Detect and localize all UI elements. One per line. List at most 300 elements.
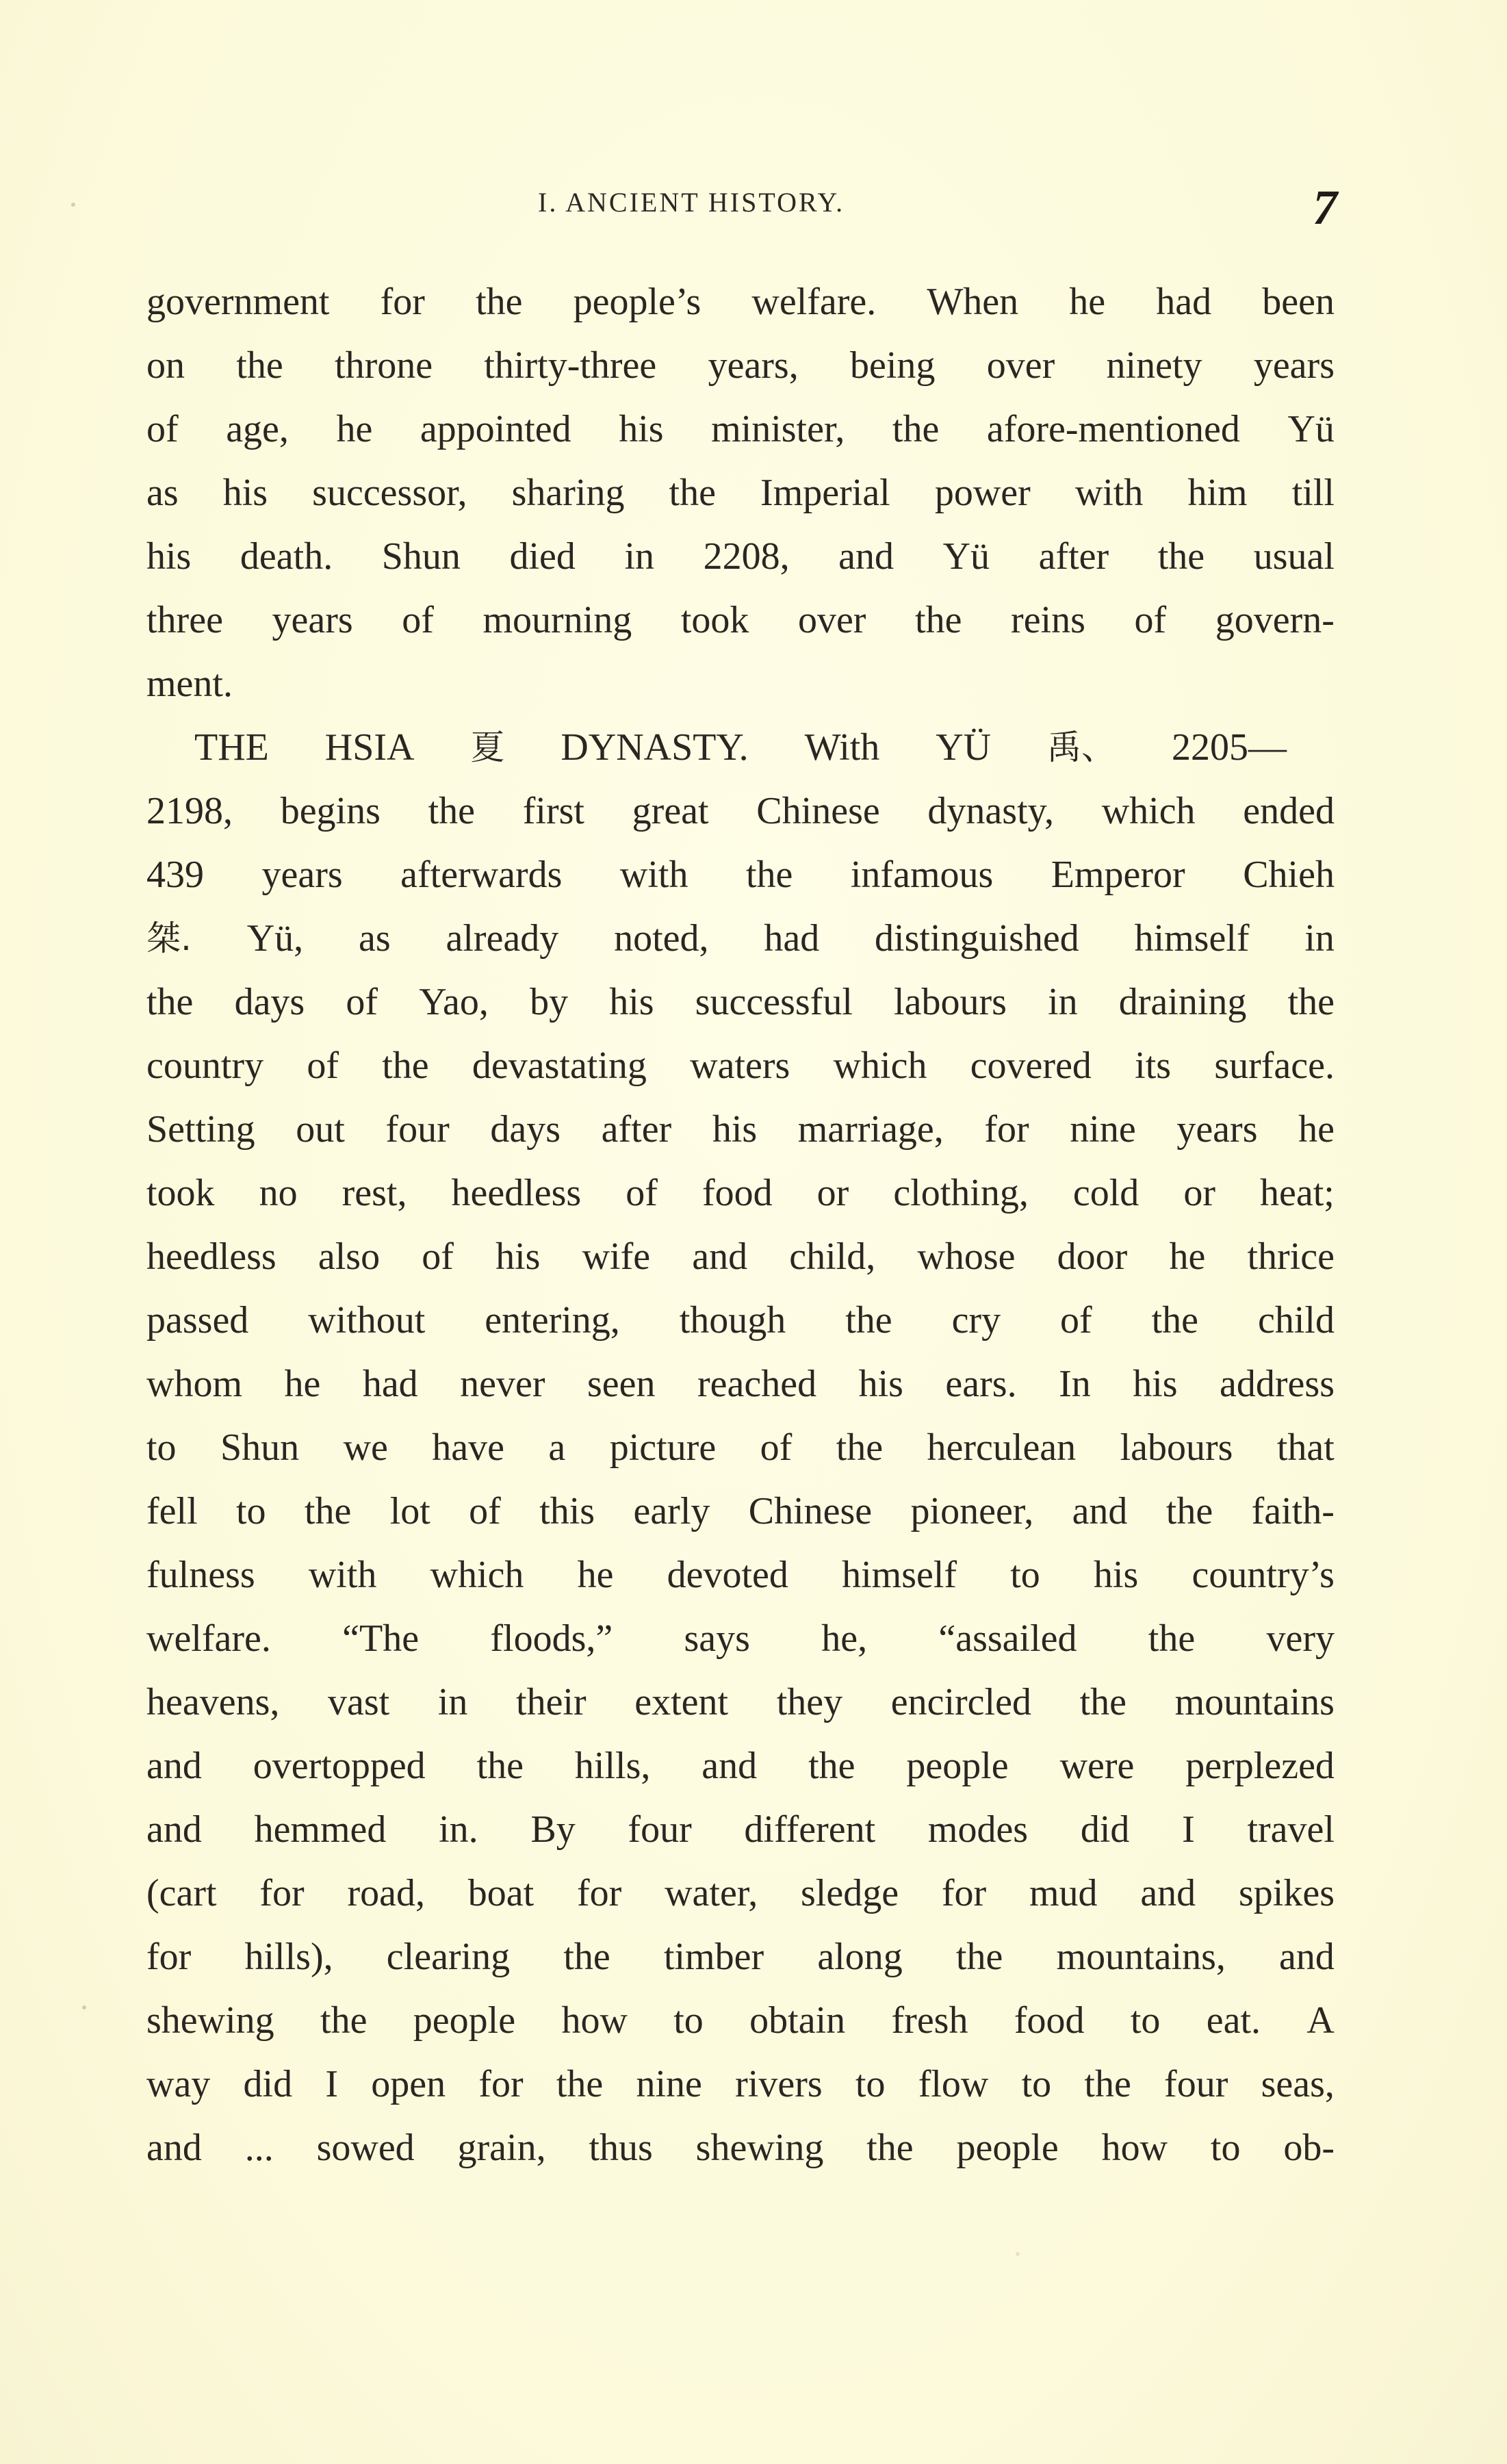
word: for (259, 1872, 305, 1914)
text-line (146, 1480, 1335, 1543)
word: reins (1011, 599, 1085, 641)
word: dynasty, (927, 790, 1054, 832)
word: waters (690, 1044, 790, 1087)
word: the (476, 1745, 524, 1787)
word: took (680, 599, 749, 641)
word: Yü (1287, 408, 1335, 450)
word: HSIA (324, 726, 415, 769)
word: Yü (942, 535, 990, 578)
word: shewing (695, 2127, 824, 2169)
word: (cart (146, 1872, 217, 1914)
word: the (892, 408, 940, 450)
word: after (1038, 535, 1109, 578)
word: child (1257, 1299, 1335, 1342)
text-line (146, 1671, 1335, 1734)
word: of (1134, 599, 1167, 641)
word: as (146, 472, 179, 514)
word: or (1183, 1172, 1215, 1214)
text-line (146, 1734, 1335, 1798)
word: successor, (312, 472, 467, 514)
word: overtopped (253, 1745, 426, 1787)
word: marriage, (797, 1108, 944, 1151)
word: with (619, 854, 688, 896)
text-line (146, 1798, 1335, 1862)
word: to (1021, 2063, 1052, 2105)
section-heading-line (146, 716, 1335, 780)
word: the (1148, 1617, 1196, 1660)
word: early (633, 1490, 710, 1532)
word: did (243, 2063, 293, 2105)
word: to (673, 1999, 704, 2042)
word: the (1151, 1299, 1199, 1342)
word: hills, (574, 1745, 651, 1787)
word: he (284, 1363, 321, 1405)
word: and (701, 1745, 758, 1787)
word: he (1169, 1235, 1206, 1278)
word: days (234, 981, 305, 1023)
word: their (516, 1681, 587, 1723)
word: labours (894, 981, 1007, 1023)
text-line (146, 461, 1335, 525)
page-number: 7 (1313, 180, 1337, 235)
word: out (296, 1108, 345, 1151)
word: extent (634, 1681, 729, 1723)
word: him (1187, 472, 1248, 514)
word: we (343, 1426, 388, 1469)
word: the (808, 1745, 855, 1787)
word: have (432, 1426, 504, 1469)
paper-speck (1016, 2252, 1020, 2256)
word: govern- (1215, 599, 1335, 641)
word: obtain (749, 1999, 846, 2042)
word: seas, (1261, 2063, 1335, 2105)
word: the (146, 981, 194, 1023)
word: “assailed (938, 1617, 1077, 1660)
word: hemmed (254, 1808, 387, 1851)
word: picture (609, 1426, 717, 1469)
text-line (146, 1098, 1335, 1162)
word: of (307, 1044, 339, 1087)
word: of (146, 408, 179, 450)
word: its (1135, 1044, 1172, 1087)
word: different (744, 1808, 876, 1851)
word: mourning (482, 599, 632, 641)
word: encircled (890, 1681, 1031, 1723)
word: heat; (1260, 1172, 1335, 1214)
word: the (563, 1936, 610, 1978)
word: in (1304, 917, 1335, 960)
word: draining (1118, 981, 1247, 1023)
word: entering, (485, 1299, 620, 1342)
word: address (1220, 1363, 1335, 1405)
word: shewing (146, 1999, 274, 2042)
word: the (845, 1299, 892, 1342)
word: to (855, 2063, 886, 2105)
word: being (850, 344, 936, 387)
word: of (422, 1235, 454, 1278)
word: reached (697, 1363, 817, 1405)
text-line (146, 971, 1335, 1034)
word: clearing (386, 1936, 511, 1978)
word: lot (389, 1490, 430, 1532)
word: throne (335, 344, 433, 387)
word: thirty-three (484, 344, 657, 387)
word: they (776, 1681, 843, 1723)
word: days (490, 1108, 561, 1151)
word: his (609, 981, 654, 1023)
word: door (1057, 1235, 1128, 1278)
word: THE (194, 726, 269, 769)
word: ears. (945, 1363, 1017, 1405)
word: rest, (342, 1172, 407, 1214)
text-line (146, 334, 1335, 398)
word: usual (1253, 535, 1335, 578)
word: and (146, 2127, 202, 2169)
word: road, (347, 1872, 425, 1914)
word: cold (1072, 1172, 1139, 1214)
word: ob- (1283, 2127, 1335, 2169)
text-line (146, 652, 1335, 716)
word: which (1101, 790, 1196, 832)
text-line (146, 398, 1335, 461)
word: appointed (420, 408, 571, 450)
word: without (308, 1299, 426, 1342)
word: in (437, 1681, 468, 1723)
word: the (1079, 1681, 1126, 1723)
word: sledge (801, 1872, 899, 1914)
word: By (530, 1808, 576, 1851)
word: I (325, 2063, 338, 2105)
word: of (469, 1490, 501, 1532)
word: distinguished (875, 917, 1079, 960)
word: vast (327, 1681, 390, 1723)
word: food (1014, 1999, 1085, 2042)
word: ... (244, 2127, 274, 2169)
word: government (146, 281, 330, 323)
word: the (556, 2063, 604, 2105)
word: 2198, (146, 790, 233, 832)
word: or (816, 1172, 849, 1214)
word: no (259, 1172, 298, 1214)
word: four (628, 1808, 692, 1851)
word: age, (226, 408, 289, 450)
word: welfare. (751, 281, 877, 323)
word: also (318, 1235, 381, 1278)
word: With (804, 726, 880, 769)
word: floods,” (490, 1617, 613, 1660)
word: the (428, 790, 476, 832)
paper-speck (82, 2005, 86, 2010)
word: seen (587, 1363, 656, 1405)
word: and (838, 535, 894, 578)
word: died (509, 535, 576, 578)
word: in (1048, 981, 1078, 1023)
text-line (146, 1862, 1335, 1925)
text-line (146, 1989, 1335, 2053)
word: years, (708, 344, 799, 387)
word: though (679, 1299, 786, 1342)
word: pioneer, (910, 1490, 1034, 1532)
word: Shun (220, 1426, 300, 1469)
word: the (1157, 535, 1205, 578)
word: Imperial (760, 472, 890, 514)
running-head: I. ANCIENT HISTORY. (538, 187, 845, 218)
word: for (984, 1108, 1029, 1151)
word: had (764, 917, 820, 960)
word: Yao, (419, 981, 489, 1023)
word: he (1298, 1108, 1335, 1151)
word: power (934, 472, 1031, 514)
word: of (1060, 1299, 1092, 1342)
word: for (146, 1936, 192, 1978)
word: thus (589, 2127, 653, 2169)
word: 夏 (470, 728, 505, 767)
word: child, (789, 1235, 876, 1278)
word: herculean (927, 1426, 1077, 1469)
word: the (915, 599, 962, 641)
word: the (745, 854, 793, 896)
word: he (577, 1554, 614, 1596)
word: faith- (1251, 1490, 1335, 1532)
word: 2205— (1171, 726, 1287, 769)
word: till (1291, 472, 1335, 514)
word: mountains (1174, 1681, 1335, 1723)
word: to (1210, 2127, 1241, 2169)
word: death. (240, 535, 333, 578)
word: were (1059, 1745, 1135, 1787)
word: Shun (381, 535, 461, 578)
word: YÜ (936, 726, 992, 769)
word: for (941, 1872, 987, 1914)
text-line (146, 525, 1335, 589)
word: and (146, 1808, 202, 1851)
text-line (146, 270, 1335, 334)
word: people (956, 2127, 1059, 2169)
word: in (624, 535, 655, 578)
word: how (561, 1999, 628, 2042)
word: Yü, (246, 917, 304, 960)
word: begins (280, 790, 381, 832)
word: Emperor (1051, 854, 1185, 896)
word: minister, (711, 408, 845, 450)
word: fulness (146, 1554, 255, 1596)
word: Chinese (748, 1490, 873, 1532)
word: how (1101, 2127, 1168, 2169)
word: Setting (146, 1108, 255, 1151)
word: I (1182, 1808, 1195, 1851)
word: for (478, 2063, 524, 2105)
word: he (336, 408, 373, 450)
word: the (1287, 981, 1335, 1023)
word: the (1084, 2063, 1131, 2105)
word: perplezed (1185, 1745, 1335, 1787)
word: which (430, 1554, 524, 1596)
word: people (906, 1745, 1009, 1787)
word: people’s (573, 281, 701, 323)
word: country’s (1192, 1554, 1335, 1596)
word: fell (146, 1490, 198, 1532)
word: years (272, 599, 353, 641)
word: clothing, (893, 1172, 1029, 1214)
word: sharing (511, 472, 625, 514)
word: the (382, 1044, 429, 1087)
word: Chieh (1243, 854, 1335, 896)
text-line (146, 843, 1335, 907)
text-line (146, 1034, 1335, 1098)
word: heavens, (146, 1681, 280, 1723)
text-line (146, 907, 1335, 971)
word: Chinese (756, 790, 880, 832)
word: and (146, 1745, 202, 1787)
word: his (858, 1363, 903, 1405)
word: he (1069, 281, 1106, 323)
word: very (1266, 1617, 1335, 1660)
word: the (669, 472, 716, 514)
word: his (146, 535, 192, 578)
paper-speck (71, 203, 75, 207)
word: travel (1247, 1808, 1335, 1851)
word: successful (695, 981, 853, 1023)
word: of (346, 981, 378, 1023)
word: whom (146, 1363, 242, 1405)
word: himself (842, 1554, 957, 1596)
word: A (1306, 1999, 1335, 2042)
word: In (1059, 1363, 1091, 1405)
word: this (539, 1490, 595, 1532)
word: ment. (146, 663, 233, 705)
text-line (146, 1352, 1335, 1416)
word: the (304, 1490, 352, 1532)
word: had (1156, 281, 1212, 323)
word: did (1080, 1808, 1130, 1851)
word: devoted (667, 1554, 788, 1596)
word: open (371, 2063, 446, 2105)
word: rivers (735, 2063, 823, 2105)
word: years (1176, 1108, 1258, 1151)
word: ninety (1106, 344, 1202, 387)
word: as (359, 917, 391, 960)
word: the (320, 1999, 368, 2042)
word: first (522, 790, 584, 832)
text-line (146, 1162, 1335, 1225)
word: says (684, 1617, 750, 1660)
word: the (236, 344, 283, 387)
text-line (146, 589, 1335, 652)
body-text (146, 270, 1335, 2180)
word: 2208, (703, 535, 790, 578)
word: heedless (451, 1172, 582, 1214)
word: along (817, 1936, 903, 1978)
word: by (530, 981, 569, 1023)
word: devastating (472, 1044, 647, 1087)
word: with (1074, 472, 1144, 514)
text-line (146, 1925, 1335, 1989)
word: mountains, (1056, 1936, 1226, 1978)
word: his (1093, 1554, 1139, 1596)
word: took (146, 1172, 215, 1214)
word: already (446, 917, 559, 960)
word: himself (1134, 917, 1250, 960)
word: boat (467, 1872, 534, 1914)
word: fresh (891, 1999, 968, 2042)
word: afore-mentioned (986, 408, 1240, 450)
word: people (413, 1999, 516, 2042)
word: his (495, 1235, 541, 1278)
word: a (548, 1426, 566, 1469)
word: heedless (146, 1235, 276, 1278)
word: of (760, 1426, 793, 1469)
word: never (460, 1363, 545, 1405)
word: modes (927, 1808, 1029, 1851)
word: the (866, 2127, 914, 2169)
text-line (146, 1289, 1335, 1352)
word: 439 (146, 854, 204, 896)
text-line (146, 1416, 1335, 1480)
word: after (601, 1108, 672, 1151)
text-line (146, 1607, 1335, 1671)
word: mud (1029, 1872, 1098, 1914)
word: nine (1070, 1108, 1136, 1151)
word: the (836, 1426, 884, 1469)
word: his (619, 408, 664, 450)
word: whose (917, 1235, 1016, 1278)
word: spikes (1238, 1872, 1335, 1914)
word: the (1165, 1490, 1213, 1532)
word: with (308, 1554, 377, 1596)
word: afterwards (400, 854, 563, 896)
word: for (380, 281, 425, 323)
word: 禹、 (1047, 728, 1116, 767)
word: timber (663, 1936, 764, 1978)
word: his (222, 472, 268, 514)
word: years (1253, 344, 1335, 387)
word: the (955, 1936, 1003, 1978)
word: over (797, 599, 866, 641)
word: of (626, 1172, 658, 1214)
word: noted, (614, 917, 709, 960)
word: DYNASTY. (561, 726, 749, 769)
word: four (1164, 2063, 1228, 2105)
word: been (1262, 281, 1335, 323)
word: that (1276, 1426, 1335, 1469)
word: When (927, 281, 1019, 323)
word: over (986, 344, 1055, 387)
word: flow (918, 2063, 989, 2105)
word: to (1010, 1554, 1040, 1596)
word: hills), (244, 1936, 333, 1978)
word: to (235, 1490, 266, 1532)
text-line (146, 780, 1335, 843)
word: three (146, 599, 223, 641)
word: four (385, 1108, 450, 1151)
word: water, (665, 1872, 758, 1914)
word: and (1279, 1936, 1335, 1978)
word: to (146, 1426, 177, 1469)
word: thrice (1247, 1235, 1335, 1278)
word: wife (582, 1235, 651, 1278)
word: passed (146, 1299, 249, 1342)
word: ended (1243, 790, 1335, 832)
word: way (146, 2063, 211, 2105)
word: cry (951, 1299, 1001, 1342)
word: surface. (1214, 1044, 1335, 1087)
word: covered (970, 1044, 1092, 1087)
word: food (701, 1172, 773, 1214)
word: sowed (316, 2127, 415, 2169)
text-line (146, 1225, 1335, 1289)
word: and (1140, 1872, 1196, 1914)
word: the (476, 281, 523, 323)
